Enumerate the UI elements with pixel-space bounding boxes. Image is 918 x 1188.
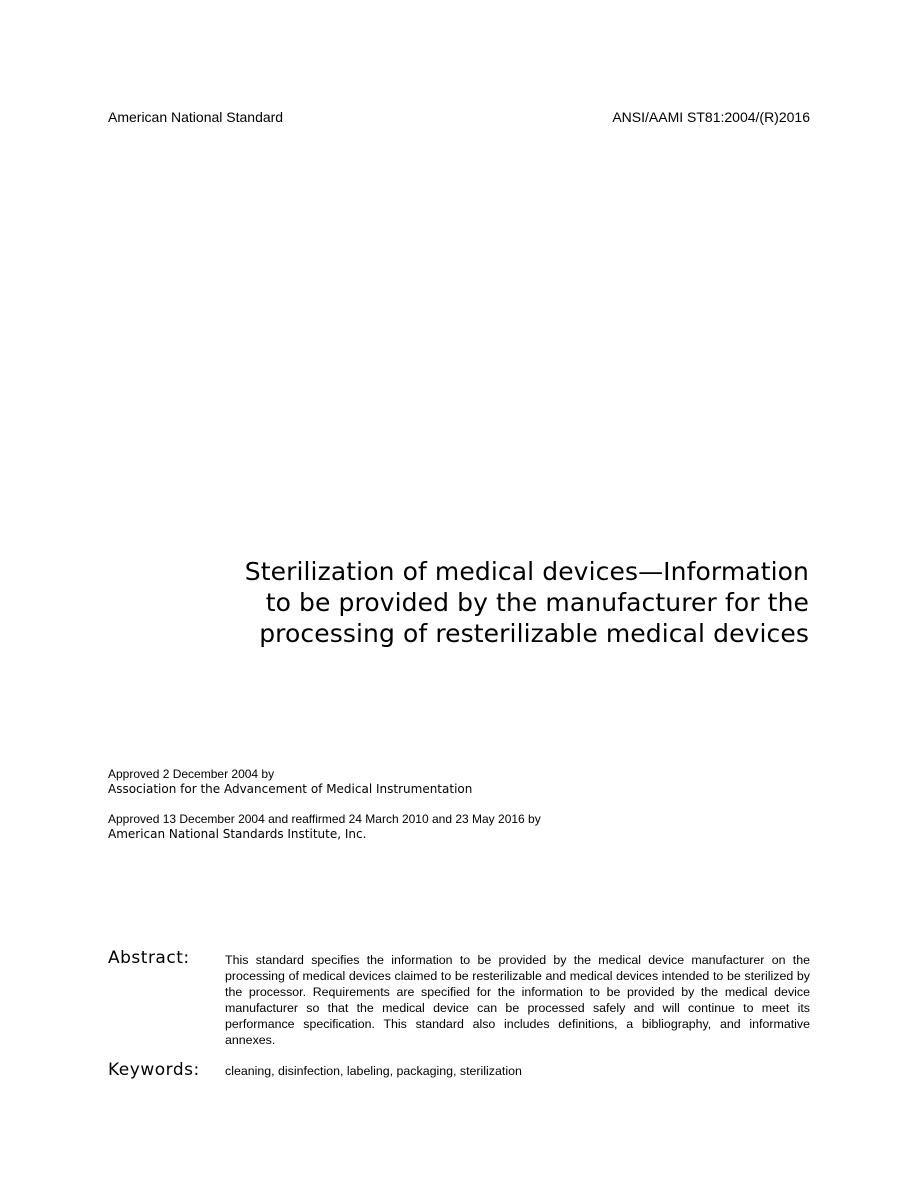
keywords-text: cleaning, disinfection, labeling, packaging, sterilization — [225, 1064, 522, 1078]
approval-statement: Approved 2 December 2004 by — [108, 767, 275, 781]
approving-organization: American National Standards Institute, Inc. — [108, 827, 367, 841]
title-line: processing of resterilizable medical devices — [259, 619, 809, 648]
keywords-label: Keywords: — [108, 1060, 200, 1080]
standard-designation: ANSI/AAMI ST81:2004/(R)2016 — [612, 109, 810, 125]
aami-approval — [108, 767, 472, 797]
approving-organization: Association for the Advancement of Medical Instrumentation — [108, 782, 473, 796]
ansi-approval — [108, 812, 541, 842]
document-title — [189, 556, 809, 649]
abstract-label: Abstract: — [108, 948, 190, 968]
title-line: Sterilization of medical devices—Information — [244, 557, 809, 586]
approval-statement: Approved 13 December 2004 and reaffirmed 24 March 2010 and 23 May 2016 by — [108, 812, 541, 826]
title-line: to be provided by the manufacturer for the — [265, 588, 809, 617]
abstract-text: This standard specifies the information to be provided by the medical device manufacturer on the processing of medical devices claimed to be resterilizable and medical devices intended to be sterilized by the processor. Requirements are specified for the information to be provided by the medical device manufacturer so that the medical device can be processed safely and will continue to meet its performance specification. This standard also includes definitions, a bibliography, and informative annexes. — [225, 953, 810, 1047]
standard-type-label: American National Standard — [108, 109, 284, 125]
